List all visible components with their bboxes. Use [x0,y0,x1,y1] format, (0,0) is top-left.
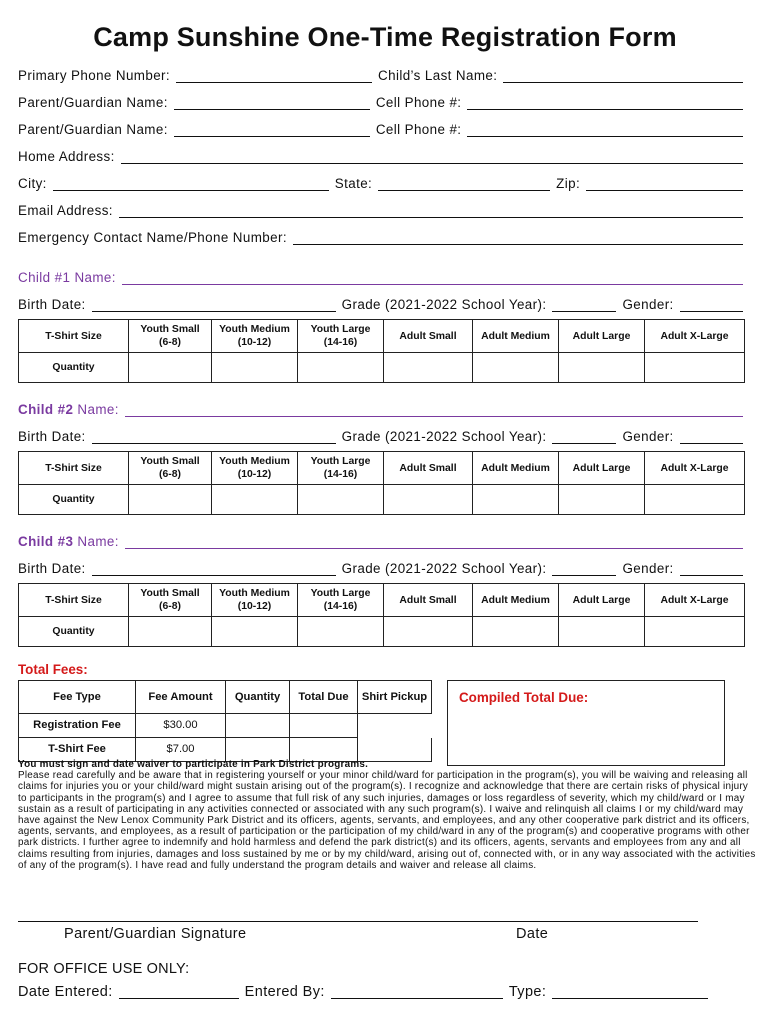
child-1-birth-date-label: Birth Date: [18,297,86,312]
shirt-size-header: T-Shirt Size [19,584,129,617]
shirt-size-header: T-Shirt Size [19,452,129,485]
parent-guardian-2-field[interactable] [174,121,370,137]
size-adult-xlarge: Adult X-Large [645,320,745,353]
child-3-gender-field[interactable] [680,560,743,576]
size-youth-small: Youth Small (6-8) [129,452,212,485]
emergency-field[interactable] [293,229,743,245]
child-1-name-field[interactable] [122,269,743,285]
child-2-shirt-table [18,451,745,515]
signature-date-label: Date [516,926,549,942]
email-field[interactable] [119,202,743,218]
quantity-cell[interactable] [298,353,384,383]
waiver-body: Please read carefully and be aware that in registering yourself or your minor child/ward for participation in the program(s), you will be waiving and releasing all claims for injuries you or your child/ward might sustain arising out of the program(s). I recognize and acknowledge that there are certain risks of physical injury to participants in the program(s) and I agree to assume that full risk of any such injuries, damages or loss regardless of severity, which my child/ward or I may sustain as a result of participating in any activities connected or associated with any such program(s). I waive and relinquish all claims I or my child/ward may have against the New Lenox Community Park District and its officers, agents, servants, and employees, and any other cooperative park district and its officers, agents, servants, and employees, as a result of participation or the participation of my child/ward in any of the program(s) and cooperative programs with other park districts. I further agree to indemnify and hold harmless and defend the park district(s) and its officers, agents, servants and employees from any and all claims resulting from injuries, damages and loss sustained by me or by my child/ward, arising out of, connected with, or in any way associated with the activities of any of the program(s). I have read and fully understand the program details and waiver and release all claims. [18,770,756,871]
row-home-address [18,145,743,167]
row-parent-2 [18,118,743,140]
quantity-cell[interactable] [473,485,559,515]
cell-phone-1-field[interactable] [467,94,743,110]
size-adult-small: Adult Small [384,584,473,617]
row-email [18,199,743,221]
size-adult-xlarge: Adult X-Large [645,452,745,485]
size-adult-large: Adult Large [559,320,645,353]
child-3-name-label: Child #3 Name: [18,534,119,549]
home-address-label: Home Address: [18,149,115,164]
email-label: Email Address: [18,203,113,218]
parent-guardian-1-label: Parent/Guardian Name: [18,95,168,110]
child-1-grade-field[interactable] [552,296,616,312]
quantity-cell[interactable] [645,353,745,383]
size-adult-small: Adult Small [384,452,473,485]
child-3-birth-date-field[interactable] [92,560,336,576]
row-primary-phone [18,64,743,86]
zip-field[interactable] [586,175,743,191]
size-adult-medium: Adult Medium [473,320,559,353]
emergency-label: Emergency Contact Name/Phone Number: [18,230,287,245]
child-2-birth-date-field[interactable] [92,428,336,444]
entered-by-label: Entered By: [244,984,325,1000]
child-last-name-label: Child’s Last Name: [378,68,498,83]
size-adult-large: Adult Large [559,452,645,485]
quantity-cell[interactable] [559,353,645,383]
entered-by-field[interactable] [331,983,503,999]
child-2-gender-label: Gender: [622,429,674,444]
quantity-cell[interactable] [129,485,212,515]
size-youth-large: Youth Large (14-16) [298,320,384,353]
total-fees-label: Total Fees: [18,662,88,677]
registration-total-cell[interactable] [290,714,358,738]
parent-guardian-2-label: Parent/Guardian Name: [18,122,168,137]
size-youth-large: Youth Large (14-16) [298,584,384,617]
registration-fee-amount: $30.00 [136,714,226,738]
quantity-cell[interactable] [645,617,745,647]
fee-type-header: Fee Type [19,681,136,714]
cell-phone-1-label: Cell Phone #: [375,95,462,110]
size-youth-medium: Youth Medium (10-12) [212,452,298,485]
office-use-row [18,979,708,1001]
city-field[interactable] [53,175,329,191]
quantity-cell[interactable] [212,617,298,647]
row-child-3-name [18,530,743,552]
date-entered-field[interactable] [119,983,239,999]
quantity-cell[interactable] [129,617,212,647]
tshirt-fee-amount: $7.00 [136,738,226,762]
child-3-name-field[interactable] [125,533,743,549]
quantity-cell[interactable] [559,617,645,647]
size-adult-medium: Adult Medium [473,452,559,485]
child-2-grade-field[interactable] [552,428,616,444]
shirt-pickup-cell[interactable] [358,714,432,738]
size-youth-small: Youth Small (6-8) [129,320,212,353]
primary-phone-field[interactable] [176,67,372,83]
row-child-1-name [18,266,743,288]
row-emergency [18,226,743,248]
parent-guardian-1-field[interactable] [174,94,370,110]
size-adult-xlarge: Adult X-Large [645,584,745,617]
row-parent-1 [18,91,743,113]
compiled-total-label: Compiled Total Due: [459,690,589,705]
row-city-state-zip [18,172,743,194]
cell-phone-2-label: Cell Phone #: [375,122,462,137]
child-3-shirt-table [18,583,745,647]
child-3-gender-label: Gender: [622,561,674,576]
quantity-cell[interactable] [129,353,212,383]
child-1-name-label: Child #1 Name: [18,270,116,285]
quantity-cell[interactable] [473,617,559,647]
child-3-birth-date-label: Birth Date: [18,561,86,576]
zip-label: Zip: [556,176,581,191]
shirt-pickup-cell[interactable] [358,738,432,762]
cell-phone-2-field[interactable] [467,121,743,137]
child-1-gender-field[interactable] [680,296,743,312]
quantity-cell[interactable] [384,485,473,515]
size-adult-small: Adult Small [384,320,473,353]
child-2-name-field[interactable] [125,401,743,417]
row-child-3-details [18,557,743,579]
city-label: City: [18,176,47,191]
size-adult-medium: Adult Medium [473,584,559,617]
state-label: State: [334,176,373,191]
state-field[interactable] [378,175,550,191]
child-2-birth-date-label: Birth Date: [18,429,86,444]
form-title: Camp Sunshine One-Time Registration Form [93,22,677,52]
quantity-cell[interactable] [645,485,745,515]
child-2-grade-label: Grade (2021-2022 School Year): [341,429,547,444]
quantity-header: Quantity [19,485,129,515]
quantity-cell[interactable] [384,617,473,647]
size-youth-medium: Youth Medium (10-12) [212,584,298,617]
registration-quantity-cell[interactable] [226,714,290,738]
child-last-name-field[interactable] [503,67,743,83]
waiver-heading: You must sign and date waiver to participate in Park District programs. [18,759,369,770]
child-1-gender-label: Gender: [622,297,674,312]
home-address-field[interactable] [121,148,743,164]
tshirt-quantity-cell[interactable] [226,738,290,762]
quantity-cell[interactable] [212,353,298,383]
quantity-cell[interactable] [384,353,473,383]
parent-signature-label: Parent/Guardian Signature [64,926,247,942]
signature-line[interactable] [18,921,698,922]
child-1-shirt-table [18,319,745,383]
quantity-cell[interactable] [212,485,298,515]
child-2-name-label: Child #2 Name: [18,402,119,417]
child-1-birth-date-field[interactable] [92,296,336,312]
tshirt-fee-label: T-Shirt Fee [19,738,136,762]
size-youth-medium: Youth Medium (10-12) [212,320,298,353]
quantity-header: Quantity [19,353,129,383]
quantity-header: Quantity [226,681,290,714]
fees-table [18,680,432,762]
size-youth-large: Youth Large (14-16) [298,452,384,485]
row-child-2-details [18,425,743,447]
size-youth-small: Youth Small (6-8) [129,584,212,617]
shirt-size-header: T-Shirt Size [19,320,129,353]
office-use-heading: FOR OFFICE USE ONLY: [18,961,190,977]
child-1-grade-label: Grade (2021-2022 School Year): [341,297,547,312]
registration-fee-label: Registration Fee [19,714,136,738]
row-child-2-name [18,398,743,420]
quantity-cell[interactable] [298,617,384,647]
type-label: Type: [508,984,547,1000]
quantity-header: Quantity [19,617,129,647]
quantity-cell[interactable] [559,485,645,515]
tshirt-total-cell[interactable] [290,738,358,762]
row-child-1-details [18,293,743,315]
quantity-cell[interactable] [298,485,384,515]
child-3-grade-label: Grade (2021-2022 School Year): [341,561,547,576]
compiled-total-box[interactable] [447,680,725,766]
child-3-grade-field[interactable] [552,560,616,576]
size-adult-large: Adult Large [559,584,645,617]
shirt-pickup-header: Shirt Pickup [358,681,432,714]
type-field[interactable] [552,983,708,999]
child-2-gender-field[interactable] [680,428,743,444]
fee-amount-header: Fee Amount [136,681,226,714]
waiver-text [18,759,756,871]
primary-phone-label: Primary Phone Number: [18,68,171,83]
total-due-header: Total Due [290,681,358,714]
quantity-cell[interactable] [473,353,559,383]
date-entered-label: Date Entered: [18,984,113,1000]
